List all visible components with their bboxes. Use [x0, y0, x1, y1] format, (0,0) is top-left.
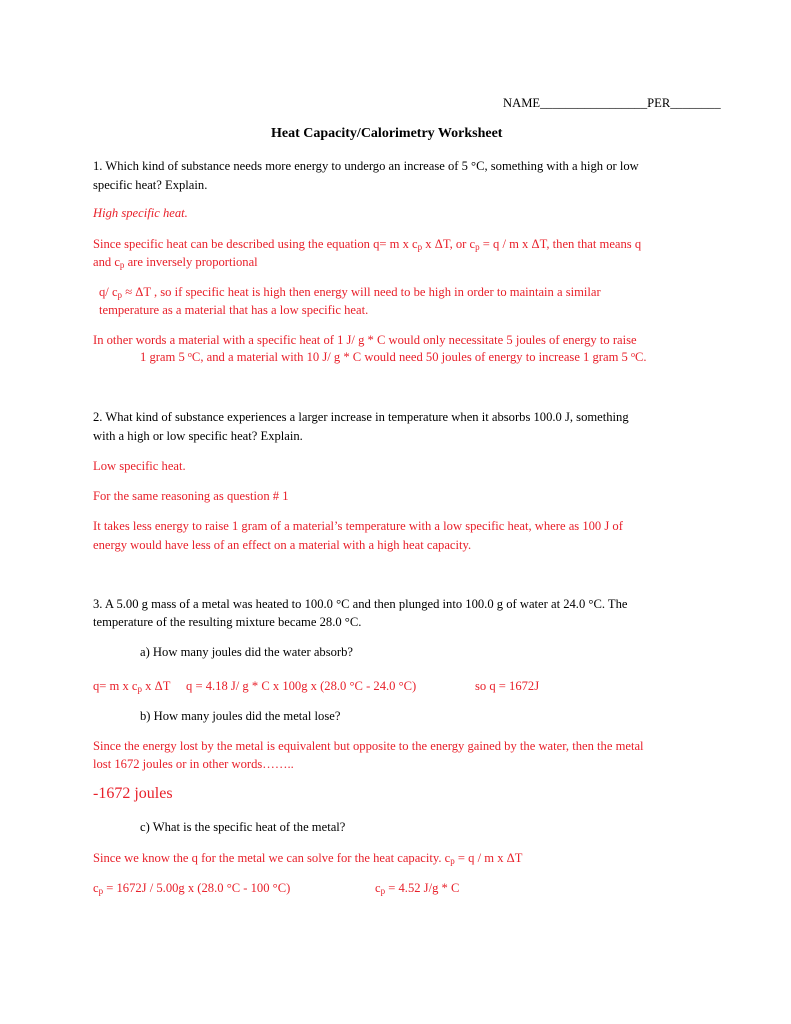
q1-question-line2: specific heat? Explain. — [93, 178, 208, 192]
name-per-line — [503, 95, 721, 111]
q3b-answer-line1: Since the energy lost by the metal is equivalent but opposite to the energy gained by the water, then the metal — [93, 739, 644, 753]
q3c-ans-text-b: = q / m x ΔT — [454, 851, 523, 865]
subscript-p: p — [117, 290, 123, 300]
q3c-calc-text-b: = 1672J / 5.00g x (28.0 °C - 100 °C) — [103, 881, 291, 895]
q1-prop-text-a: q/ c — [99, 285, 118, 299]
subscript-p: p — [450, 856, 455, 866]
q3c-result — [375, 880, 459, 896]
q3-intro-line2: temperature of the resulting mixture became 28.0 °C. — [93, 615, 362, 629]
q3a-eq1-text-b: x ΔT — [142, 679, 171, 693]
subscript-p: p — [380, 886, 386, 896]
q3b-result: -1672 joules — [93, 785, 173, 802]
degree-o: o — [630, 350, 635, 359]
q1-prop-text-b: ≈ ΔT , so if specific heat is high then energy will need to be high in order to maintain a similar — [122, 285, 601, 299]
q3b-question: b) How many joules did the metal lose? — [140, 709, 341, 723]
q1-example-line2 — [140, 349, 647, 365]
q1-proportion-line1 — [99, 284, 601, 300]
q3a-eq1-text-a: q= m x c — [93, 679, 138, 693]
q1-eq-text-c: = q / m x ΔT, then that means q — [479, 237, 642, 251]
q3a-result: so q = 1672J — [475, 679, 540, 693]
q1-ex-text-b: C, and a material with 10 J/ g * C would need 50 joules of energy to increase 1 gram 5 — [191, 350, 631, 364]
q3c-question: c) What is the specific heat of the metal? — [140, 820, 346, 834]
q3c-answer — [93, 850, 522, 866]
q2-question-line1: 2. What kind of substance experiences a larger increase in temperature when it absorbs 100.0 J, something — [93, 410, 629, 424]
name-blank: _________________ — [540, 96, 648, 110]
q2-explanation-line1: It takes less energy to raise 1 gram of a material’s temperature with a low specific heat, where as 100 J of — [93, 519, 623, 533]
q3c-calculation — [93, 880, 290, 896]
degree-o: o — [187, 350, 192, 359]
q1-example-line1: In other words a material with a specific heat of 1 J/ g * C would only necessitate 5 joules of energy to raise — [93, 333, 637, 347]
per-label: PER — [647, 96, 671, 110]
q1-ex-text-a: 1 gram 5 — [140, 350, 188, 364]
q3a-equation-general — [93, 678, 170, 694]
q1-proportion-line2: temperature as a material that has a low specific heat. — [99, 303, 369, 317]
subscript-p: p — [98, 886, 104, 896]
q2-explanation-line2: energy would have less of an effect on a material with a high heat capacity. — [93, 538, 472, 552]
q2-reason: For the same reasoning as question # 1 — [93, 489, 289, 503]
q1-equation-line2 — [93, 254, 258, 270]
per-blank: ________ — [670, 96, 721, 110]
subscript-p: p — [137, 684, 143, 694]
q1-eq-text-b: x ΔT, or c — [422, 237, 476, 251]
q1-ex-text-c: C. — [634, 350, 647, 364]
q3c-calc-text-a: c — [93, 881, 99, 895]
q2-question-line2: with a high or low specific heat? Explain. — [93, 429, 303, 443]
subscript-p: p — [417, 242, 423, 252]
q3a-question: a) How many joules did the water absorb? — [140, 645, 353, 659]
subscript-p: p — [475, 242, 480, 252]
worksheet-title: Heat Capacity/Calorimetry Worksheet — [271, 126, 503, 141]
q1-eq2-text-a: and c — [93, 255, 120, 269]
q3a-equation-values: q = 4.18 J/ g * C x 100g x (28.0 °C - 24.0 °C) — [186, 679, 417, 693]
q3c-res-text-b: = 4.52 J/g * C — [385, 881, 460, 895]
q2-answer: Low specific heat. — [93, 459, 186, 473]
q1-question-line1: 1. Which kind of substance needs more energy to undergo an increase of 5 °C, something with a high or low — [93, 159, 639, 173]
q1-equation-line1 — [93, 236, 641, 252]
q3c-ans-text-a: Since we know the q for the metal we can solve for the heat capacity. c — [93, 851, 451, 865]
q1-eq-text-a: Since specific heat can be described using the equation q= m x c — [93, 237, 418, 251]
name-label: NAME — [503, 96, 541, 110]
q1-eq2-text-b: are inversely proportional — [124, 255, 258, 269]
subscript-p: p — [119, 260, 125, 270]
q3c-res-text-a: c — [375, 881, 381, 895]
q3b-answer-line2: lost 1672 joules or in other words…….. — [93, 757, 294, 771]
q1-answer: High specific heat. — [93, 206, 188, 220]
q3-intro-line1: 3. A 5.00 g mass of a metal was heated to 100.0 °C and then plunged into 100.0 g of water at 24.0 °C. The — [93, 597, 628, 611]
